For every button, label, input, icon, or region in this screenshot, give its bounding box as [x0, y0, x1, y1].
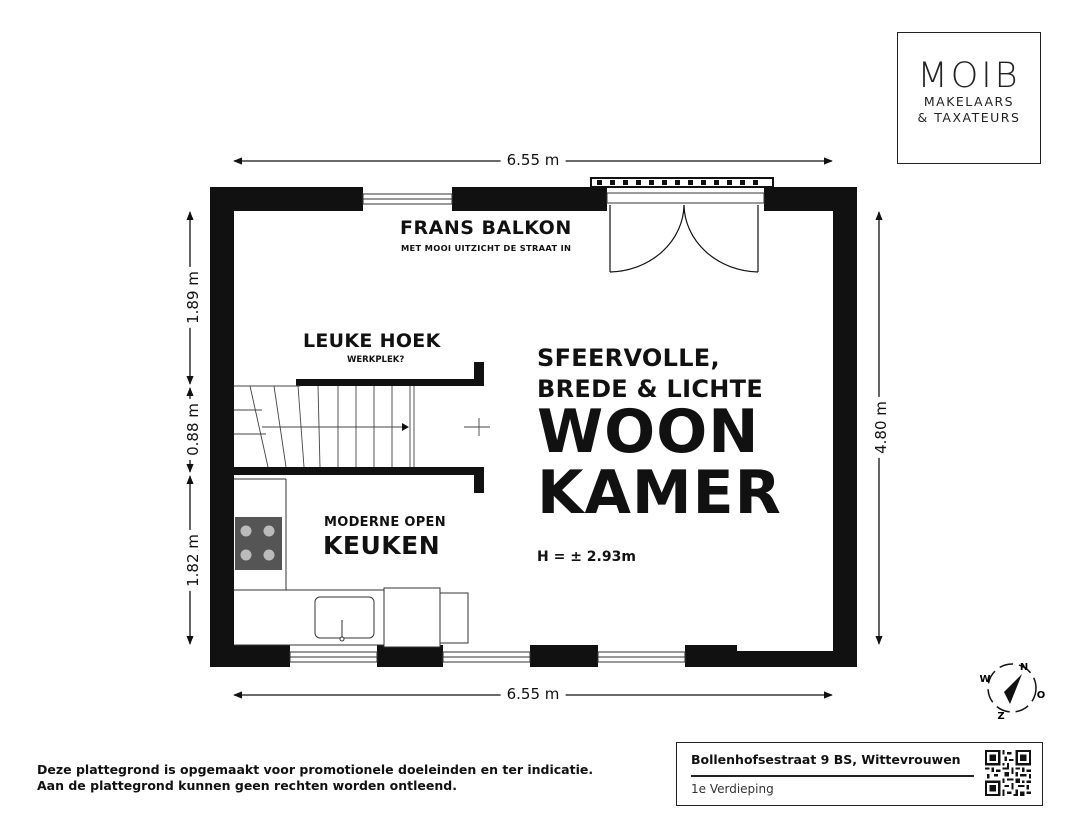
kitchen-title: KEUKEN [323, 531, 441, 560]
balcony-railing [591, 178, 773, 203]
address: Bollenhofsestraat 9 BS, Wittevrouwen [691, 752, 961, 767]
disclaimer-line-2: Aan de plattegrond kunnen geen rechten worden ontleend. [37, 778, 457, 793]
living-line-2: BREDE & LICHTE [537, 375, 764, 403]
balcony-title: FRANS BALKON [400, 217, 572, 239]
dim-bottom-width: 6.55 m [501, 687, 566, 702]
disclaimer-line-1: Deze plattegrond is opgemaakt voor promotionele doeleinden en ter indicatie. [37, 762, 594, 777]
stair-arrow [402, 423, 409, 431]
dim-right-depth: 4.80 m [874, 397, 889, 458]
compass-o: O [1036, 690, 1046, 701]
living-line-3: WOON [537, 397, 760, 467]
dimension-lines [190, 161, 879, 695]
qr-code-icon [985, 750, 1031, 796]
logo-brand: MOIB [917, 56, 1021, 96]
address-box [676, 742, 1043, 806]
logo-line-2: & TAXATEURS [917, 110, 1021, 125]
disclaimer [37, 762, 593, 794]
dim-left-segment-2: 0.88 m [186, 399, 201, 460]
balcony-subtitle: MET MOOI UITZICHT DE STRAAT IN [401, 243, 572, 253]
cooktop [235, 517, 282, 570]
kitchen-subtitle: MODERNE OPEN [324, 515, 446, 530]
corner-subtitle: WERKPLEK? [347, 355, 405, 365]
living-line-1: SFEERVOLLE, [537, 344, 720, 372]
dim-left-segment-3: 1.82 m [186, 530, 201, 591]
floor-label: 1e Verdieping [691, 782, 774, 796]
logo-line-1: MAKELAARS [923, 94, 1015, 109]
staircase [234, 386, 490, 467]
compass-z: Z [997, 711, 1005, 722]
dim-top-width: 6.55 m [501, 153, 566, 168]
compass-icon [979, 662, 1045, 722]
address-divider [691, 775, 974, 777]
stair-walls [234, 362, 484, 493]
dim-left-segment-1: 1.89 m [186, 267, 201, 328]
french-doors [610, 205, 758, 272]
corner-title: LEUKE HOEK [303, 330, 441, 352]
living-line-4: KAMER [537, 458, 782, 528]
compass-n: N [1019, 662, 1029, 673]
room-height: H = ± 2.93m [537, 549, 636, 565]
compass-w: W [979, 674, 991, 685]
